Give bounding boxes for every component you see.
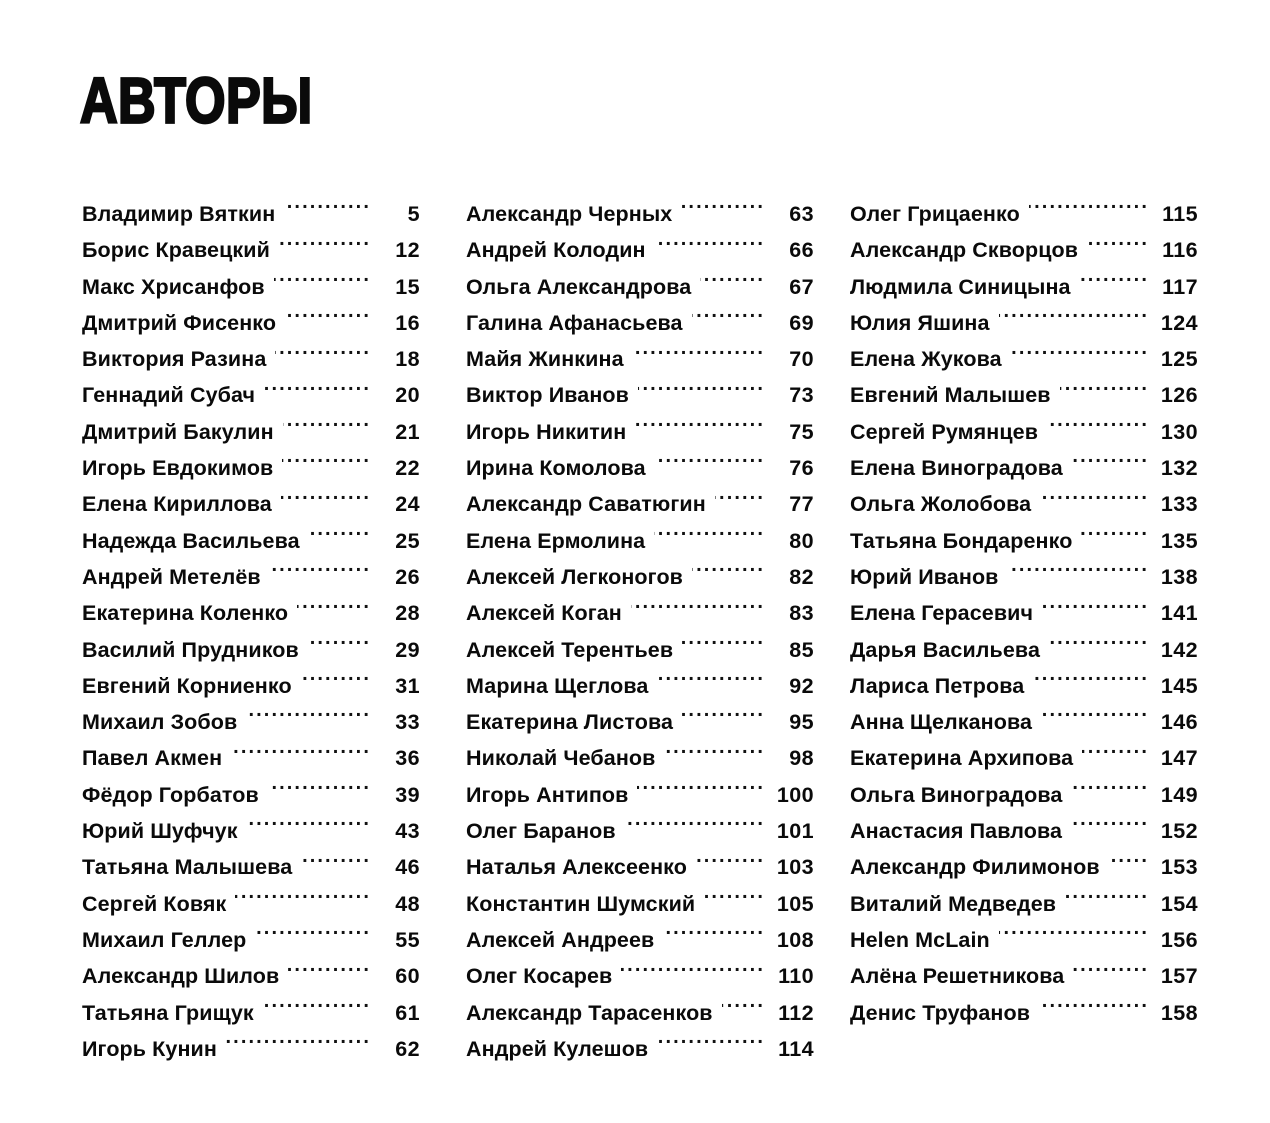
page-number: 101 bbox=[776, 819, 814, 844]
dot-leader bbox=[631, 599, 765, 621]
author-entry[interactable] bbox=[82, 704, 420, 740]
author-name: Василий Прудников bbox=[82, 637, 299, 662]
author-name: Виктория Разина bbox=[82, 347, 267, 372]
author-name: Галина Афанасьева bbox=[466, 310, 683, 335]
dot-leader bbox=[655, 236, 765, 258]
author-entry[interactable] bbox=[850, 922, 1198, 958]
author-name: Татьяна Грищук bbox=[82, 1000, 254, 1025]
page-number: 146 bbox=[1160, 710, 1198, 735]
author-entry[interactable] bbox=[850, 559, 1198, 595]
author-name: Олег Косарев bbox=[466, 964, 613, 989]
page-number: 43 bbox=[395, 819, 420, 844]
author-entry[interactable] bbox=[82, 377, 420, 413]
page-number: 15 bbox=[395, 274, 420, 299]
author-entry[interactable] bbox=[466, 668, 814, 704]
page-number: 55 bbox=[395, 927, 420, 952]
author-name: Евгений Малышев bbox=[850, 383, 1051, 408]
author-entry[interactable] bbox=[82, 777, 420, 813]
author-name: Виталий Медведев bbox=[850, 891, 1057, 916]
author-name: Андрей Метелёв bbox=[82, 564, 261, 589]
page-number: 141 bbox=[1160, 601, 1198, 626]
page-number: 92 bbox=[789, 673, 814, 698]
author-name: Андрей Кулешов bbox=[466, 1036, 649, 1061]
author-entry[interactable] bbox=[466, 777, 814, 813]
author-name: Екатерина Архипова bbox=[850, 746, 1074, 771]
dot-leader bbox=[274, 272, 371, 294]
author-entry[interactable] bbox=[850, 305, 1198, 341]
dot-leader bbox=[715, 490, 765, 512]
page-number: 31 bbox=[395, 673, 420, 698]
dot-leader bbox=[635, 417, 765, 439]
page-number: 135 bbox=[1160, 528, 1198, 553]
author-entry[interactable] bbox=[466, 886, 814, 922]
page-number: 73 bbox=[789, 383, 814, 408]
author-entry[interactable] bbox=[850, 813, 1198, 849]
author-entry[interactable] bbox=[82, 632, 420, 668]
author-name: Фёдор Горбатов bbox=[82, 782, 259, 807]
author-name: Владимир Вяткин bbox=[82, 202, 276, 226]
author-name: Юрий Шуфчук bbox=[82, 819, 238, 844]
page-number: 18 bbox=[395, 347, 420, 372]
page-number: 39 bbox=[395, 782, 420, 807]
page-number: 80 bbox=[789, 528, 814, 553]
dot-leader bbox=[235, 889, 371, 911]
dot-leader bbox=[1080, 272, 1149, 294]
author-entry[interactable] bbox=[82, 486, 420, 522]
page-number: 16 bbox=[395, 310, 420, 335]
author-name: Михаил Зобов bbox=[82, 710, 238, 735]
author-name: Марина Щеглова bbox=[466, 673, 649, 698]
dot-leader bbox=[704, 889, 765, 911]
author-name: Константин Шумский bbox=[466, 891, 696, 916]
dot-leader bbox=[281, 490, 371, 512]
author-name: Юрий Иванов bbox=[850, 564, 999, 589]
author-entry[interactable] bbox=[850, 777, 1198, 813]
author-entry[interactable] bbox=[466, 305, 814, 341]
dot-leader bbox=[657, 1034, 765, 1056]
dot-leader bbox=[999, 925, 1149, 947]
dot-leader bbox=[1011, 345, 1149, 367]
author-entry[interactable] bbox=[850, 740, 1198, 776]
author-name: Алексей Легконогов bbox=[466, 564, 683, 589]
page-number: 25 bbox=[395, 528, 420, 553]
dot-leader bbox=[692, 562, 765, 584]
dot-leader bbox=[301, 853, 371, 875]
author-entry[interactable] bbox=[82, 305, 420, 341]
dot-leader bbox=[263, 998, 371, 1020]
page-number: 5 bbox=[407, 202, 420, 226]
author-entry[interactable] bbox=[850, 523, 1198, 559]
page-number: 154 bbox=[1160, 891, 1198, 916]
dot-leader bbox=[1072, 454, 1149, 476]
dot-leader bbox=[1040, 490, 1149, 512]
author-name: Алексей Терентьев bbox=[466, 637, 674, 662]
author-entry[interactable] bbox=[850, 849, 1198, 885]
author-name: Анастасия Павлова bbox=[850, 819, 1063, 844]
author-entry[interactable] bbox=[466, 486, 814, 522]
page-number: 158 bbox=[1160, 1000, 1198, 1025]
dot-leader bbox=[284, 200, 371, 222]
dot-leader bbox=[682, 635, 765, 657]
author-name: Елена Жукова bbox=[850, 347, 1002, 372]
page-number: 33 bbox=[395, 710, 420, 735]
page-number: 67 bbox=[789, 274, 814, 299]
page-number: 103 bbox=[776, 855, 814, 880]
dot-leader bbox=[283, 417, 371, 439]
author-entry[interactable] bbox=[466, 958, 814, 994]
dot-leader bbox=[621, 962, 765, 984]
author-name: Ольга Александрова bbox=[466, 274, 692, 299]
author-entry[interactable] bbox=[466, 849, 814, 885]
dot-leader bbox=[638, 381, 765, 403]
page-number: 61 bbox=[395, 1000, 420, 1025]
dot-leader bbox=[282, 454, 371, 476]
page-number: 114 bbox=[778, 1036, 814, 1061]
author-name: Дарья Васильева bbox=[850, 637, 1041, 662]
author-entry[interactable] bbox=[82, 232, 420, 268]
author-entry[interactable] bbox=[466, 922, 814, 958]
author-entry[interactable] bbox=[850, 886, 1198, 922]
author-entry[interactable] bbox=[466, 232, 814, 268]
page-number: 156 bbox=[1160, 927, 1198, 952]
page-number: 76 bbox=[789, 456, 814, 481]
author-name: Татьяна Малышева bbox=[82, 855, 293, 880]
dot-leader bbox=[657, 671, 765, 693]
author-name: Татьяна Бондаренко bbox=[850, 528, 1073, 553]
author-name: Екатерина Листова bbox=[466, 710, 674, 735]
author-name: Алексей Коган bbox=[466, 601, 622, 626]
dot-leader bbox=[1049, 635, 1149, 657]
author-name: Алексей Андреев bbox=[466, 927, 655, 952]
author-name: Олег Баранов bbox=[466, 819, 616, 844]
author-name: Игорь Антипов bbox=[466, 782, 629, 807]
dot-leader bbox=[663, 925, 765, 947]
page-number: 126 bbox=[1160, 383, 1198, 408]
page-number: 98 bbox=[789, 746, 814, 771]
author-name: Елена Ермолина bbox=[466, 528, 646, 553]
dot-leader bbox=[722, 998, 765, 1020]
author-name: Михаил Геллер bbox=[82, 927, 247, 952]
page-title: АВТОРЫ bbox=[80, 65, 313, 137]
dot-leader bbox=[1071, 780, 1149, 802]
author-name: Ольга Жолобова bbox=[850, 492, 1032, 517]
author-entry[interactable] bbox=[466, 341, 814, 377]
dot-leader bbox=[655, 454, 765, 476]
page-number: 142 bbox=[1160, 637, 1198, 662]
author-name: Алёна Решетникова bbox=[850, 964, 1065, 989]
dot-leader bbox=[288, 962, 371, 984]
author-entry[interactable] bbox=[850, 486, 1198, 522]
author-entry[interactable] bbox=[82, 958, 420, 994]
author-entry[interactable] bbox=[466, 595, 814, 631]
author-entry[interactable] bbox=[466, 377, 814, 413]
column-3 bbox=[850, 196, 1198, 1031]
author-entry[interactable] bbox=[850, 341, 1198, 377]
author-name: Виктор Иванов bbox=[466, 383, 629, 408]
author-name: Елена Герасевич bbox=[850, 601, 1034, 626]
dot-leader bbox=[700, 272, 765, 294]
dot-leader bbox=[264, 381, 371, 403]
author-entry[interactable] bbox=[82, 886, 420, 922]
page-number: 149 bbox=[1160, 782, 1198, 807]
dot-leader bbox=[246, 708, 371, 730]
dot-leader bbox=[247, 817, 371, 839]
page-number: 24 bbox=[395, 492, 420, 517]
author-name: Игорь Никитин bbox=[466, 419, 627, 444]
author-entry[interactable] bbox=[850, 414, 1198, 450]
author-entry[interactable] bbox=[82, 523, 420, 559]
dot-leader bbox=[255, 925, 371, 947]
dot-leader bbox=[1071, 817, 1149, 839]
dot-leader bbox=[1039, 998, 1149, 1020]
dot-leader bbox=[308, 635, 371, 657]
page-number: 110 bbox=[778, 964, 814, 989]
dot-leader bbox=[309, 526, 371, 548]
author-entry[interactable] bbox=[850, 232, 1198, 268]
author-entry[interactable] bbox=[466, 269, 814, 305]
dot-leader bbox=[301, 671, 371, 693]
author-entry[interactable] bbox=[850, 450, 1198, 486]
author-entry[interactable] bbox=[82, 595, 420, 631]
author-name: Анна Щелканова bbox=[850, 710, 1033, 735]
author-entry[interactable] bbox=[850, 668, 1198, 704]
dot-leader bbox=[999, 308, 1149, 330]
dot-leader bbox=[279, 236, 371, 258]
dot-leader bbox=[682, 708, 765, 730]
author-name: Ирина Комолова bbox=[466, 456, 646, 481]
author-entry[interactable] bbox=[82, 341, 420, 377]
dot-leader bbox=[1033, 671, 1149, 693]
author-name: Макс Хрисанфов bbox=[82, 274, 265, 299]
author-entry[interactable] bbox=[82, 995, 420, 1031]
dot-leader bbox=[681, 200, 765, 222]
page-number: 117 bbox=[1162, 274, 1198, 299]
page-number: 85 bbox=[789, 637, 814, 662]
author-entry[interactable] bbox=[850, 595, 1198, 631]
dot-leader bbox=[1082, 744, 1149, 766]
author-entry[interactable] bbox=[82, 849, 420, 885]
author-entry[interactable] bbox=[82, 196, 420, 232]
author-entry[interactable] bbox=[82, 668, 420, 704]
page-number: 108 bbox=[776, 927, 814, 952]
author-name: Павел Акмен bbox=[82, 746, 223, 771]
author-name: Александр Шилов bbox=[82, 964, 280, 989]
dot-leader bbox=[1081, 526, 1149, 548]
author-entry[interactable] bbox=[466, 450, 814, 486]
page-number: 63 bbox=[789, 202, 814, 226]
page-number: 70 bbox=[789, 347, 814, 372]
author-entry[interactable] bbox=[466, 740, 814, 776]
page-number: 21 bbox=[395, 419, 420, 444]
page-number: 36 bbox=[395, 746, 420, 771]
page-number: 48 bbox=[395, 891, 420, 916]
author-name: Александр Саватюгин bbox=[466, 492, 706, 517]
author-name: Юлия Яшина bbox=[850, 310, 990, 335]
author-entry[interactable] bbox=[82, 269, 420, 305]
page-number: 83 bbox=[789, 601, 814, 626]
dot-leader bbox=[1041, 708, 1149, 730]
author-name: Ольга Виноградова bbox=[850, 782, 1063, 807]
dot-leader bbox=[654, 526, 765, 548]
page-number: 69 bbox=[789, 310, 814, 335]
dot-leader bbox=[637, 780, 765, 802]
author-entry[interactable] bbox=[466, 995, 814, 1031]
author-name: Александр Тарасенков bbox=[466, 1000, 713, 1025]
page-number: 28 bbox=[395, 601, 420, 626]
page-number: 22 bbox=[395, 456, 420, 481]
page-number: 26 bbox=[395, 564, 420, 589]
dot-leader bbox=[226, 1034, 371, 1056]
author-name: Елена Виноградова bbox=[850, 456, 1063, 481]
dot-leader bbox=[297, 599, 371, 621]
page-number: 138 bbox=[1160, 564, 1198, 589]
author-entry[interactable] bbox=[82, 450, 420, 486]
page-number: 66 bbox=[789, 238, 814, 263]
dot-leader bbox=[1065, 889, 1149, 911]
dot-leader bbox=[231, 744, 371, 766]
author-entry[interactable] bbox=[466, 559, 814, 595]
author-entry[interactable] bbox=[82, 559, 420, 595]
author-entry[interactable] bbox=[850, 269, 1198, 305]
page-number: 145 bbox=[1160, 673, 1198, 698]
author-entry[interactable] bbox=[82, 922, 420, 958]
page-number: 157 bbox=[1160, 964, 1198, 989]
page-number: 125 bbox=[1160, 347, 1198, 372]
author-name: Наталья Алексеенко bbox=[466, 855, 687, 880]
author-name: Елена Кириллова bbox=[82, 492, 272, 517]
page-number: 77 bbox=[789, 492, 814, 517]
author-name: Дмитрий Фисенко bbox=[82, 310, 277, 335]
page-number: 20 bbox=[395, 383, 420, 408]
page-number: 105 bbox=[776, 891, 814, 916]
author-name: Андрей Колодин bbox=[466, 238, 646, 263]
author-entry[interactable] bbox=[466, 523, 814, 559]
page-number: 12 bbox=[395, 238, 420, 263]
dot-leader bbox=[1047, 417, 1149, 439]
author-name: Сергей Ковяк bbox=[82, 891, 227, 916]
author-entry[interactable] bbox=[466, 414, 814, 450]
dot-leader bbox=[633, 345, 765, 367]
page-number: 82 bbox=[789, 564, 814, 589]
page-number: 112 bbox=[778, 1000, 814, 1025]
page-number: 95 bbox=[789, 710, 814, 735]
column-1 bbox=[82, 196, 420, 1067]
author-name: Борис Кравецкий bbox=[82, 238, 270, 263]
dot-leader bbox=[1087, 236, 1149, 258]
page-number: 153 bbox=[1160, 855, 1198, 880]
author-entry[interactable] bbox=[850, 995, 1198, 1031]
page-number: 62 bbox=[395, 1036, 420, 1061]
author-entry[interactable] bbox=[466, 704, 814, 740]
author-entry[interactable] bbox=[82, 813, 420, 849]
author-name: Игорь Кунин bbox=[82, 1036, 217, 1061]
dot-leader bbox=[664, 744, 765, 766]
page-number: 100 bbox=[776, 782, 814, 807]
dot-leader bbox=[270, 562, 371, 584]
author-entry[interactable] bbox=[466, 632, 814, 668]
author-name: Денис Труфанов bbox=[850, 1000, 1031, 1025]
dot-leader bbox=[625, 817, 765, 839]
page-number: 60 bbox=[395, 964, 420, 989]
dot-leader bbox=[696, 853, 765, 875]
dot-leader bbox=[1060, 381, 1149, 403]
author-name: Надежда Васильева bbox=[82, 528, 300, 553]
dot-leader bbox=[1073, 962, 1149, 984]
author-name: Олег Грицаенко bbox=[850, 202, 1020, 226]
dot-leader bbox=[1008, 562, 1150, 584]
author-entry[interactable] bbox=[850, 704, 1198, 740]
page-number: 130 bbox=[1160, 419, 1198, 444]
author-name: Николай Чебанов bbox=[466, 746, 656, 771]
page-number: 132 bbox=[1160, 456, 1198, 481]
author-name: Александр Филимонов bbox=[850, 855, 1100, 880]
page-number: 115 bbox=[1162, 202, 1198, 226]
dot-leader bbox=[268, 780, 371, 802]
author-entry[interactable] bbox=[850, 196, 1198, 232]
author-entry[interactable] bbox=[82, 414, 420, 450]
page-number: 75 bbox=[789, 419, 814, 444]
author-entry[interactable] bbox=[850, 377, 1198, 413]
dot-leader bbox=[285, 308, 371, 330]
author-name: Геннадий Субач bbox=[82, 383, 256, 408]
author-name: Людмила Синицына bbox=[850, 274, 1071, 299]
author-entry[interactable] bbox=[466, 1031, 814, 1067]
author-name: Екатерина Коленко bbox=[82, 601, 289, 626]
dot-leader bbox=[1042, 599, 1149, 621]
author-name: Александр Скворцов bbox=[850, 238, 1079, 263]
page-number: 152 bbox=[1160, 819, 1198, 844]
author-name: Игорь Евдокимов bbox=[82, 456, 274, 481]
author-entry[interactable] bbox=[82, 1031, 420, 1067]
author-name: Дмитрий Бакулин bbox=[82, 419, 274, 444]
page-number: 147 bbox=[1160, 746, 1198, 771]
page-number: 116 bbox=[1162, 238, 1198, 263]
page-number: 29 bbox=[395, 637, 420, 662]
column-2 bbox=[466, 196, 814, 1067]
author-entry[interactable] bbox=[850, 958, 1198, 994]
author-entry[interactable] bbox=[466, 813, 814, 849]
author-name: Сергей Румянцев bbox=[850, 419, 1039, 444]
author-name: Helen McLain bbox=[850, 927, 990, 952]
page-number: 133 bbox=[1160, 492, 1198, 517]
dot-leader bbox=[1029, 200, 1149, 222]
author-entry[interactable] bbox=[850, 632, 1198, 668]
author-name: Александр Черных bbox=[466, 202, 673, 226]
dot-leader bbox=[275, 345, 371, 367]
dot-leader bbox=[692, 308, 765, 330]
author-entry[interactable] bbox=[466, 196, 814, 232]
page-number: 124 bbox=[1160, 310, 1198, 335]
dot-leader bbox=[1109, 853, 1149, 875]
author-name: Лариса Петрова bbox=[850, 673, 1025, 698]
author-entry[interactable] bbox=[82, 740, 420, 776]
author-name: Майя Жинкина bbox=[466, 347, 624, 372]
author-name: Евгений Корниенко bbox=[82, 673, 292, 698]
page-number: 46 bbox=[395, 855, 420, 880]
